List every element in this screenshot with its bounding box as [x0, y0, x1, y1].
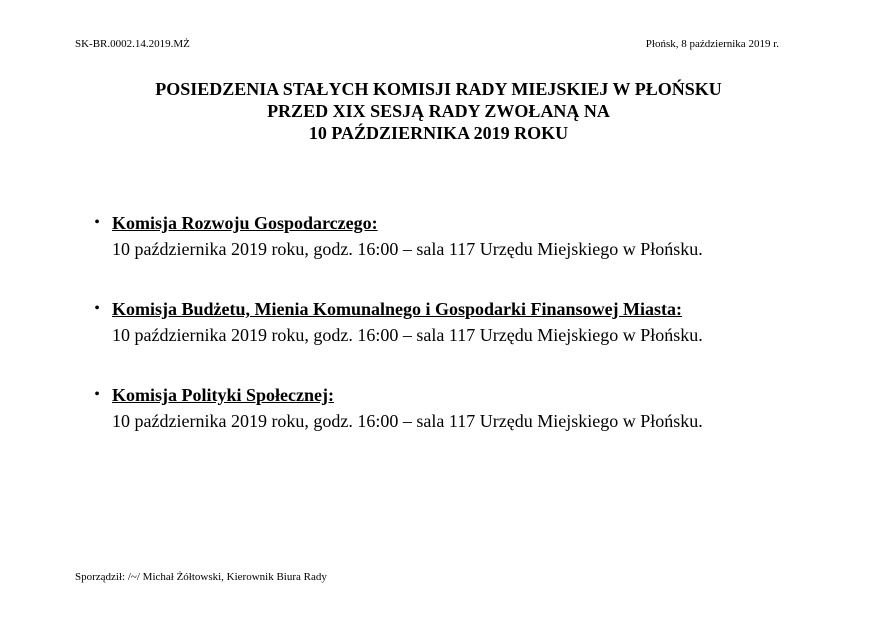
committee-list: [90, 210, 850, 468]
committee-item-economic-development: [90, 210, 850, 262]
committee-meeting-details: 10 października 2019 roku, godz. 16:00 – sala 117 Urzędu Miejskiego w Płońsku.: [112, 411, 703, 431]
committee-meeting-details: 10 października 2019 roku, godz. 16:00 – sala 117 Urzędu Miejskiego w Płońsku.: [112, 239, 703, 259]
document-place-date: Płońsk, 8 października 2019 r.: [645, 38, 779, 50]
committee-item-budget: [90, 296, 850, 348]
committee-name: Komisja Rozwoju Gospodarczego:: [112, 213, 378, 233]
document-title: [0, 78, 877, 144]
committee-name: Komisja Budżetu, Mienia Komunalnego i Gospodarki Finansowej Miasta:: [112, 299, 683, 319]
bullet-icon: •: [94, 386, 100, 403]
prepared-by-note: Sporządził: /~/ Michał Żółtowski, Kierownik Biura Rady: [75, 571, 327, 583]
document-reference-number: SK-BR.0002.14.2019.MŻ: [75, 38, 190, 50]
title-line-1: POSIEDZENIA STAŁYCH KOMISJI RADY MIEJSKIEJ W PŁOŃSKU: [155, 79, 722, 99]
committee-name: Komisja Polityki Społecznej:: [112, 385, 334, 405]
title-line-2: PRZED XIX SESJĄ RADY ZWOŁANĄ NA: [267, 101, 610, 121]
title-line-3: 10 PAŹDZIERNIKA 2019 ROKU: [308, 123, 569, 143]
bullet-icon: •: [94, 214, 100, 231]
bullet-icon: •: [94, 300, 100, 317]
committee-item-social-policy: [90, 382, 850, 434]
committee-meeting-details: 10 października 2019 roku, godz. 16:00 – sala 117 Urzędu Miejskiego w Płońsku.: [112, 325, 703, 345]
